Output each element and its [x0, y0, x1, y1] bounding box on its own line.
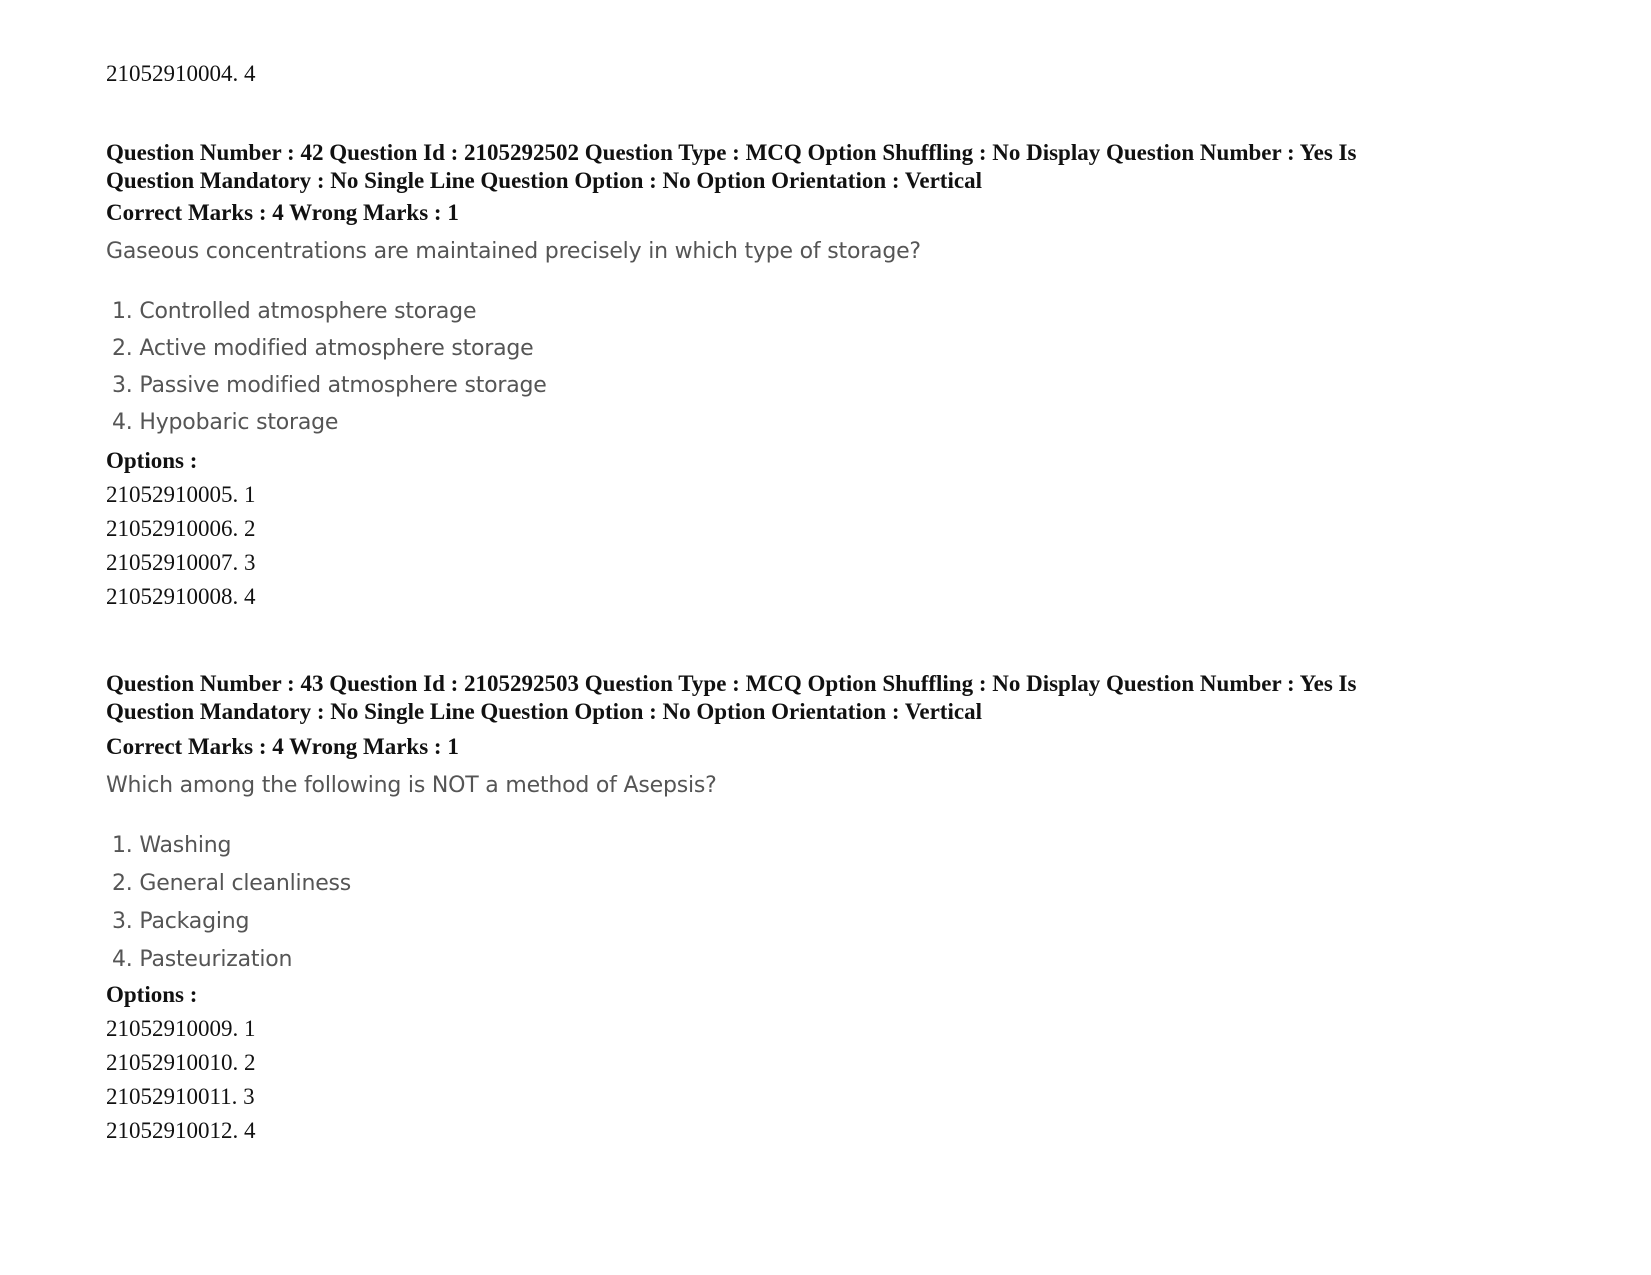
- question-marks: Correct Marks : 4 Wrong Marks : 1: [106, 200, 459, 225]
- answer-choice: 2. General cleanliness: [112, 871, 352, 896]
- option-id: 21052910012. 4: [106, 1118, 256, 1143]
- options-heading: Options :: [106, 448, 198, 473]
- question-meta-line-1: Question Number : 43 Question Id : 2105292503 Question Type : MCQ Option Shuffling : No Display Question Number : Yes Is: [106, 671, 1357, 696]
- answer-choice: 1. Washing: [112, 833, 232, 858]
- answer-choice: 2. Active modified atmosphere storage: [112, 336, 534, 361]
- question-meta-line-2: Question Mandatory : No Single Line Question Option : No Option Orientation : Vertical: [106, 168, 982, 193]
- answer-choice: 3. Packaging: [112, 909, 250, 934]
- answer-choice: 1. Controlled atmosphere storage: [112, 299, 477, 324]
- option-id: 21052910008. 4: [106, 584, 256, 609]
- options-heading: Options :: [106, 982, 198, 1007]
- option-id: 21052910007. 3: [106, 550, 256, 575]
- question-meta: [106, 670, 1536, 726]
- question-text: Gaseous concentrations are maintained precisely in which type of storage?: [106, 239, 921, 264]
- option-id: 21052910009. 1: [106, 1016, 256, 1041]
- question-meta-line-1: Question Number : 42 Question Id : 2105292502 Question Type : MCQ Option Shuffling : No Display Question Number : Yes Is: [106, 140, 1357, 165]
- answer-choice: 4. Pasteurization: [112, 947, 293, 972]
- answer-choice: 3. Passive modified atmosphere storage: [112, 373, 547, 398]
- option-id: 21052910011. 3: [106, 1084, 255, 1109]
- option-id: 21052910010. 2: [106, 1050, 256, 1075]
- answer-choice: 4. Hypobaric storage: [112, 410, 339, 435]
- option-id: 21052910006. 2: [106, 516, 256, 541]
- previous-question-option: 21052910004. 4: [106, 61, 256, 86]
- option-id: 21052910005. 1: [106, 482, 256, 507]
- question-meta-line-2: Question Mandatory : No Single Line Question Option : No Option Orientation : Vertical: [106, 699, 982, 724]
- question-meta: [106, 139, 1536, 195]
- question-marks: Correct Marks : 4 Wrong Marks : 1: [106, 734, 459, 759]
- question-text: Which among the following is NOT a method of Asepsis?: [106, 773, 717, 798]
